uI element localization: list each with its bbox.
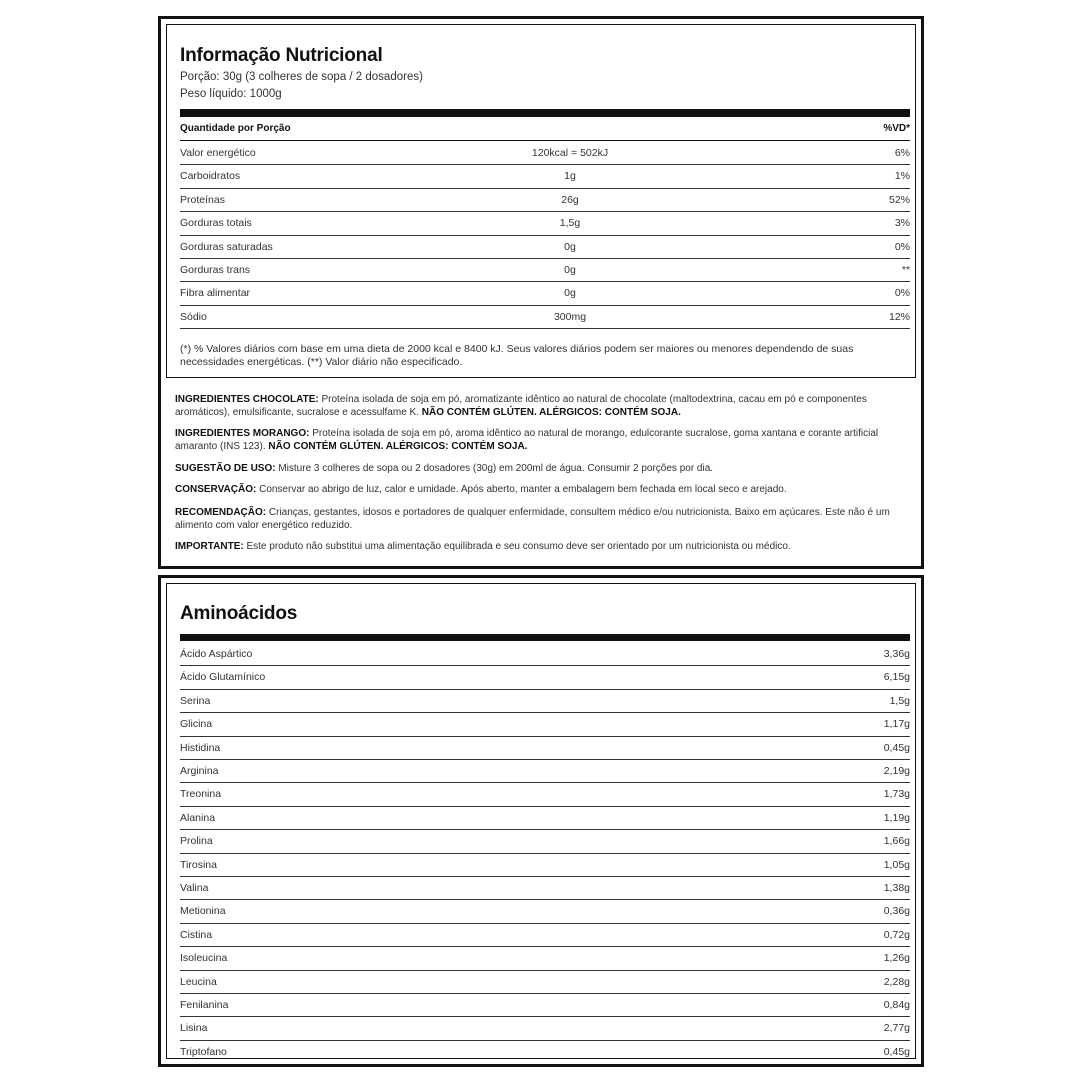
nutrient-daily-value: 0%	[894, 240, 910, 253]
footnote: (*) % Valores diários com base em uma dieta de 2000 kcal e 8400 kJ. Seus valores diários podem ser maiores ou menores dependendo de suas necessidades energéticas. (**) Valor diário não especificado.	[180, 343, 854, 368]
amino-acid-value: 0,36g	[883, 905, 910, 918]
amino-acid-value: 1,5g	[889, 694, 910, 707]
nutrition-facts-table	[166, 24, 916, 378]
nutrient-amount: 0g	[564, 240, 576, 253]
nutrient-name: Gorduras totais	[180, 217, 252, 230]
amino-acid-value: 2,77g	[883, 1022, 910, 1035]
amino-acid-row	[180, 1041, 910, 1064]
nutrition-title: Informação Nutricional	[180, 45, 383, 66]
nutrient-name: Proteínas	[180, 193, 225, 206]
info-label: INGREDIENTES MORANGO:	[175, 428, 310, 439]
amino-acid-value: 0,45g	[883, 1045, 910, 1058]
nutrient-amount: 1,5g	[559, 217, 581, 230]
nutrient-name: Gorduras trans	[180, 264, 251, 276]
amino-acid-name: Arginina	[180, 765, 219, 777]
amino-acid-value: 2,19g	[883, 765, 910, 777]
nutrient-row	[180, 189, 910, 212]
amino-acid-name: Alanina	[180, 811, 216, 824]
amino-acid-name: Metionina	[180, 905, 226, 918]
allergen-warning: NÃO CONTÉM GLÚTEN. ALÉRGICOS: CONTÉM SOJA.	[268, 440, 528, 452]
amino-acid-value: 1,19g	[883, 811, 910, 824]
amino-acid-value: 1,05g	[883, 858, 910, 871]
nutrient-amount: 1g	[564, 170, 576, 183]
header-quantity: Quantidade por Porção	[180, 123, 291, 134]
amino-acid-row	[180, 737, 910, 760]
amino-acid-row	[180, 971, 910, 994]
nutrient-amount: 0g	[564, 287, 576, 300]
info-label: INGREDIENTES CHOCOLATE:	[175, 394, 319, 405]
nutrient-row	[180, 165, 910, 188]
amino-acid-row	[180, 643, 910, 666]
nutrient-name: Sódio	[180, 310, 207, 323]
amino-acid-value: 1,17g	[883, 718, 910, 731]
nutrient-daily-value: 6%	[894, 147, 910, 159]
nutrition-label-panel	[158, 16, 924, 569]
amino-acid-value: 0,45g	[883, 741, 910, 754]
nutrient-amount: 26g	[561, 193, 579, 206]
amino-acid-value: 1,66g	[883, 835, 910, 848]
amino-acid-row	[180, 947, 910, 970]
nutrient-daily-value: 3%	[894, 217, 910, 230]
amino-acid-row	[180, 854, 910, 877]
amino-acid-row	[180, 666, 910, 689]
amino-acids-table	[166, 583, 916, 1059]
info-label: SUGESTÃO DE USO:	[175, 463, 276, 474]
info-paragraph	[175, 507, 910, 532]
amino-acid-row	[180, 713, 910, 736]
amino-acid-name: Glicina	[180, 718, 213, 731]
amino-acid-row	[180, 924, 910, 947]
amino-acid-value: 1,38g	[883, 882, 910, 894]
amino-acid-value: 6,15g	[883, 671, 910, 684]
info-text: Crianças, gestantes, idosos e portadores de qualquer enfermidade, consultem médico e/ou nutricionista. Baixo em açúcares. Este não é um alimento com valor energético reduzido.	[175, 507, 890, 531]
amino-acid-name: Triptofano	[180, 1045, 227, 1058]
amino-acid-name: Isoleucina	[180, 952, 228, 965]
amino-acids-panel	[158, 575, 924, 1067]
amino-acid-value: 3,36g	[883, 648, 910, 660]
thick-divider	[180, 634, 910, 641]
net-weight: Peso líquido: 1000g	[180, 88, 282, 100]
nutrient-amount: 300mg	[553, 310, 587, 323]
nutrient-daily-value: 1%	[894, 170, 910, 183]
nutrient-name: Valor energético	[180, 147, 256, 159]
amino-acid-name: Fenilanina	[180, 999, 229, 1011]
amino-acid-name: Ácido Aspártico	[180, 648, 253, 660]
nutrient-row	[180, 236, 910, 259]
info-text: Proteína isolada de soja em pó, aromatizante idêntico ao natural de chocolate (maltodextrina, cacau em pó e componentes aromáticos), emulsificante, sucralose e acessulfame K.	[175, 394, 867, 418]
nutrient-daily-value: 0%	[894, 287, 910, 300]
amino-acid-value: 0,72g	[883, 928, 910, 941]
header-daily-value: %VD*	[883, 123, 910, 134]
info-text: Misture 3 colheres de sopa ou 2 dosadores (30g) em 200ml de água. Consumir 2 porções por dia.	[275, 463, 714, 474]
nutrient-daily-value: 12%	[888, 310, 910, 323]
nutrient-row	[180, 282, 910, 305]
amino-acid-row	[180, 1017, 910, 1040]
info-paragraph	[175, 428, 910, 453]
amino-acid-name: Ácido Glutamínico	[180, 671, 266, 684]
info-label: CONSERVAÇÃO:	[175, 484, 257, 495]
amino-acid-name: Prolina	[180, 835, 213, 848]
nutrient-name: Gorduras saturadas	[180, 240, 273, 253]
info-paragraph	[175, 394, 910, 419]
nutrient-row	[180, 259, 910, 282]
amino-acid-row	[180, 690, 910, 713]
nutrient-amount: 120kcal = 502kJ	[531, 147, 609, 159]
amino-acid-value: 2,28g	[883, 975, 910, 988]
amino-acid-name: Cistina	[180, 928, 213, 941]
nutrient-name: Fibra alimentar	[180, 287, 251, 300]
info-text: Este produto não substitui uma alimentação equilibrada e seu consumo deve ser orientado por um nutricionista ou médico.	[243, 541, 791, 552]
nutrient-row	[180, 306, 910, 329]
info-label: IMPORTANTE:	[175, 541, 244, 552]
amino-acid-row	[180, 877, 910, 900]
amino-title: Aminoácidos	[180, 603, 298, 624]
info-paragraph	[175, 541, 910, 554]
amino-acid-value: 1,73g	[883, 788, 910, 801]
info-paragraph	[175, 484, 910, 497]
allergen-warning: NÃO CONTÉM GLÚTEN. ALÉRGICOS: CONTÉM SOJA.	[421, 406, 681, 418]
info-text: Proteína isolada de soja em pó, aroma idêntico ao natural de morango, edulcorante sucralose, goma xantana e corante artificial amaranto (INS 123).	[175, 428, 879, 452]
amino-acid-row	[180, 900, 910, 923]
nutrient-daily-value: 52%	[888, 193, 910, 206]
amino-acid-row	[180, 783, 910, 806]
info-text: Conservar ao abrigo de luz, calor e umidade. Após aberto, manter a embalagem bem fechada em local seco e arejado.	[256, 484, 787, 495]
thick-divider	[180, 109, 910, 117]
table-header	[180, 118, 910, 141]
amino-acid-name: Histidina	[180, 741, 221, 754]
amino-acid-name: Serina	[180, 694, 211, 707]
info-label: RECOMENDAÇÃO:	[175, 507, 267, 518]
amino-acid-name: Leucina	[180, 975, 217, 988]
nutrient-name: Carboidratos	[180, 170, 241, 183]
info-paragraph	[175, 463, 910, 476]
amino-acid-value: 0,84g	[883, 999, 910, 1011]
amino-acid-row	[180, 807, 910, 830]
amino-acid-name: Lisina	[180, 1022, 208, 1035]
amino-acid-row	[180, 830, 910, 853]
nutrient-row	[180, 212, 910, 235]
nutrient-row	[180, 142, 910, 165]
nutrient-amount: 0g	[564, 264, 576, 276]
amino-acid-value: 1,26g	[883, 952, 910, 965]
amino-acid-row	[180, 994, 910, 1017]
amino-acid-name: Treonina	[180, 788, 222, 801]
serving-size: Porção: 30g (3 colheres de sopa / 2 dosadores)	[180, 71, 423, 83]
amino-acid-name: Valina	[180, 882, 209, 894]
amino-acid-row	[180, 760, 910, 783]
nutrient-daily-value: **	[901, 264, 910, 276]
amino-acid-name: Tirosina	[180, 858, 217, 871]
